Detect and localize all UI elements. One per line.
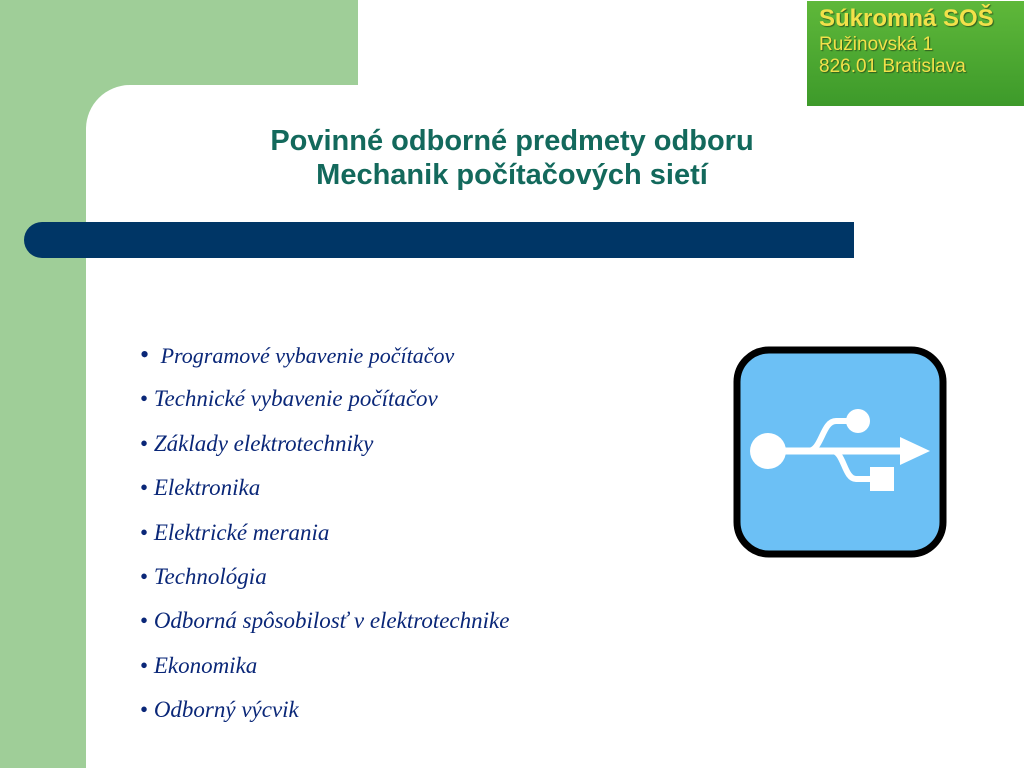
bullet: • — [140, 386, 149, 412]
slide-title-line1: Povinné odborné predmety odboru — [270, 125, 754, 157]
bullet: • — [140, 475, 149, 501]
list-item — [140, 429, 509, 473]
subject-list — [140, 340, 509, 740]
bullet: • — [140, 563, 149, 589]
title-divider-bar — [24, 222, 854, 258]
list-item-text: Technické vybavenie počítačov — [153, 386, 438, 412]
bullet: • — [140, 697, 149, 723]
list-item — [140, 651, 509, 695]
list-item — [140, 473, 509, 517]
logo-school-name: Súkromná SOŠ — [819, 5, 994, 32]
slide-title — [150, 124, 874, 192]
bullet: • — [140, 340, 150, 369]
list-item-text: Elektrické merania — [153, 519, 330, 545]
list-item-text: Odborná spôsobilosť v elektrotechnike — [153, 608, 510, 634]
usb-icon — [732, 345, 948, 559]
bullet: • — [140, 430, 149, 456]
list-item-text: Odborný výcvik — [153, 697, 299, 723]
bullet: • — [140, 519, 149, 545]
list-item — [140, 518, 509, 562]
bullet: • — [140, 608, 149, 634]
slide-title-line2: Mechanik počítačových sietí — [316, 159, 708, 191]
school-logo — [807, 1, 1024, 106]
list-item-text: Ekonomika — [153, 652, 258, 678]
bullet: • — [140, 652, 149, 678]
list-item-text: Technológia — [153, 563, 267, 589]
list-item — [140, 695, 509, 739]
list-item — [140, 340, 509, 384]
list-item — [140, 384, 509, 428]
list-item — [140, 562, 509, 606]
list-item-text: Programové vybavenie počítačov — [160, 343, 455, 368]
list-item — [140, 606, 509, 650]
logo-city: 826.01 Bratislava — [819, 56, 966, 78]
list-item-text: Základy elektrotechniky — [153, 430, 374, 456]
list-item-text: Elektronika — [153, 475, 261, 501]
logo-street: Ružinovská 1 — [819, 33, 934, 55]
